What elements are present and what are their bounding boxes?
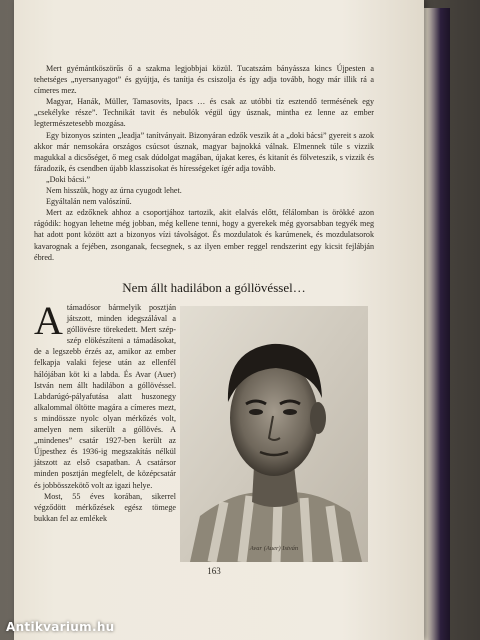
drop-cap: A bbox=[34, 298, 63, 343]
left-column-text bbox=[34, 298, 176, 524]
book-page bbox=[14, 0, 424, 640]
paragraph: Mert gyémántköszörűs ő a szakma legjobbjai közül. Tucatszám bányássza kincs Újpesten a tehetséges „nyersanyagot” és gyújtja, és tanítja és csiszolja és így adja tovább, hogy már illik rá a címeres mez. bbox=[34, 64, 374, 96]
paragraph: Egy bizonyos szinten „leadja” tanítványait. Bizonyáran edzők veszik át a „doki bácsi” gyereit s azok akkor már nemsokára országos csúcsot úsznak, magyar bajnokká válnak. Elmennek túle s vizzik magukkal a dicsőséget, ő meg csak dúdolgat magában, újakat keres, és kitanít és fölveteszik, s vizzik és fáradozik, és csendben újabb klasszisokat és hírességeket ígér adja tovább. bbox=[34, 130, 374, 173]
section-heading: Nem állt hadilábon a góllövéssel… bbox=[122, 280, 306, 295]
watermark-text: Antikvarium.hu bbox=[6, 620, 115, 634]
paragraph: Magyar, Hanák, Müller, Tamasovits, Ipacs … és csak az utóbbi tíz esztendő termésének egy „csekélyke része”. Technikát tavit és nebulók végül úgy úsznak, mintha ez lenne az ember legtermészetesebb mozgása. bbox=[34, 97, 374, 129]
paragraph: „Doki bácsi.” bbox=[46, 174, 91, 184]
paragraph: Most, 55 éves korában, sikerrel végződött mérkőzések egész tömege bukkan fel az emlékek bbox=[34, 491, 176, 523]
photo-caption: Avar (Auer) István bbox=[249, 545, 299, 552]
portrait-image bbox=[180, 306, 368, 562]
top-text-block bbox=[34, 63, 374, 263]
paragraph: Mert az edzőknek ahhoz a csoportjához tartozik, akit elalvás előtt, félálomban is örökké azon rágódik: hogyan lehetne még jobban, még kellene tenni, hogy a gyerekek még gyorsabban tegyék meg hat adott pont között azt a bizonyos vízi távolságot. És mozdulatok és karúmenek, és mozdulatsorok kavarognak a fejében, zsonganak, fecsegnek, s az ilyen ember reggel rendszerint egy kicsit fejlábján ébred. bbox=[34, 208, 374, 262]
paragraph: Nem hisszük, hogy az úrna cyugodt lehet. bbox=[46, 186, 182, 196]
player-portrait-photo bbox=[180, 306, 368, 562]
page-number: 163 bbox=[207, 566, 221, 576]
paragraph: támadósor bármelyik posztján játszott, minden idegszálával a góllövésre törekedett. Mert szép-szép elökészíteni a támadásokat, de a legszebb érzés az, amikor az ember felkapja valaki fejese után az ellenfél hálójában köt ki a labda. És Avar (Auer) István nem állt hadilábon a góllövéssel. Labdarúgó-pályafutása alatt huszonegy alkalommal öltötte magára a címeres mezt, s mindössze nyolc olyan mérkőzés volt, amelyen nem sikerült a góllövés. A „mindenes” csatár 1927-ben került az Újpesthez és 1936-ig megszakítás nélkül játszott az első csapatban. A csatársor minden posztján megfelelt, de középcsatár és jobbösszekötő volt az igazi helye. bbox=[34, 303, 176, 490]
paragraph: Egyáltalán nem valószínű. bbox=[46, 197, 132, 207]
